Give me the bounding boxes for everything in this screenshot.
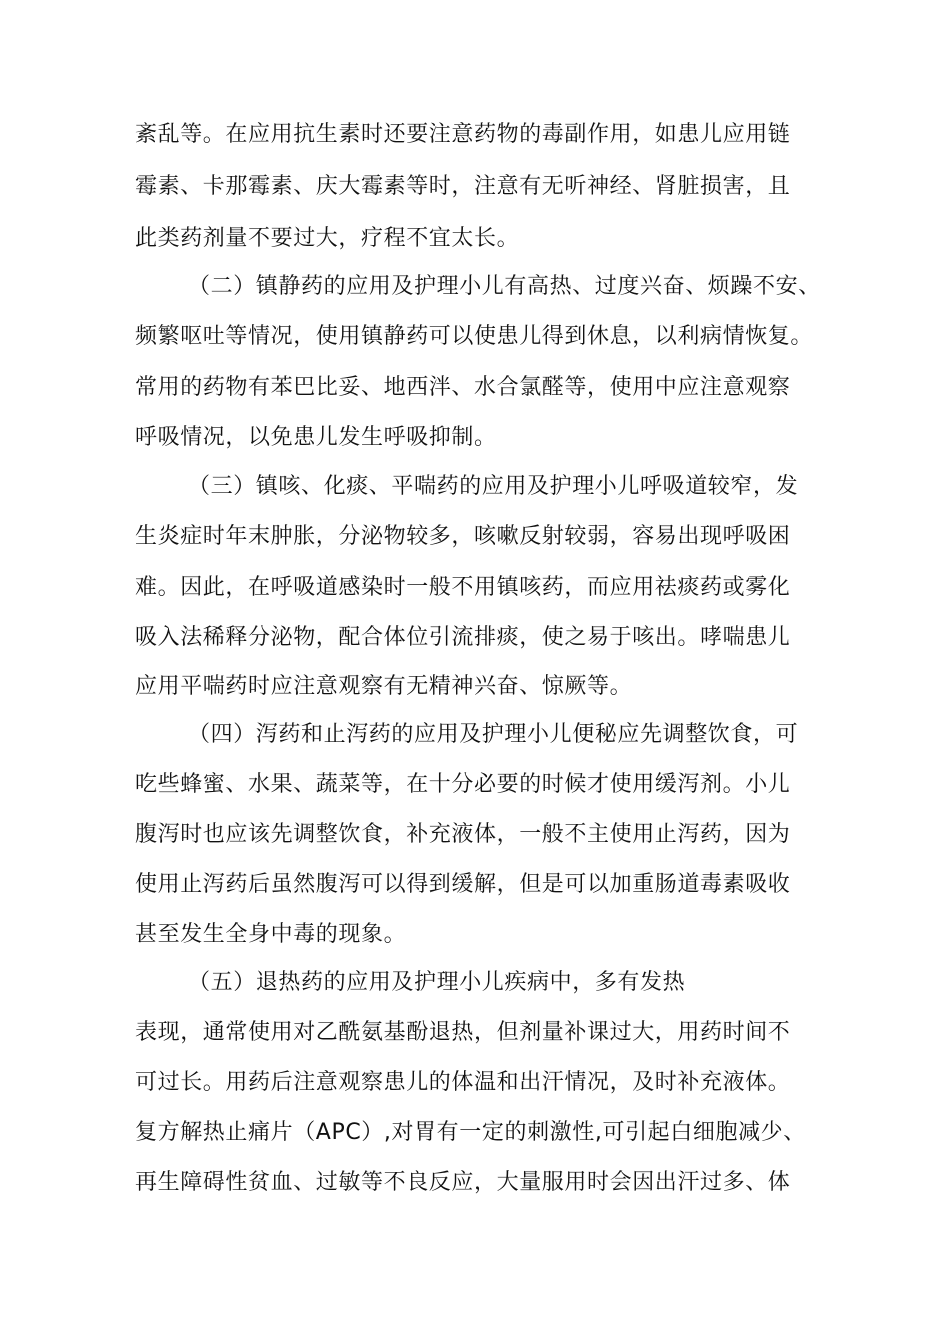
- text-line: 此类药剂量不要过大，疗程不宜太长。: [135, 226, 520, 251]
- text-line: 呼吸情况，以免患儿发生呼吸抑制。: [135, 425, 497, 450]
- section-heading-line: （三）镇咳、化痰、平喘药的应用及护理小儿呼吸道较窄，发: [188, 474, 799, 499]
- text-line: 频繁呕吐等情况，使用镇静药可以使患儿得到休息，以利病情恢复。: [135, 324, 814, 349]
- text-line: 复方解热止痛片（APC）,对胃有一定的刺激性,可引起白细胞减少、: [135, 1120, 806, 1145]
- text-line: 吸入法稀释分泌物，配合体位引流排痰，使之易于咳出。哮喘患儿: [135, 625, 791, 650]
- text-line: 紊乱等。在应用抗生素时还要注意药物的毒副作用，如患儿应用链: [135, 122, 791, 147]
- text-line: 难。因此，在呼吸道感染时一般不用镇咳药，而应用祛痰药或雾化: [135, 575, 791, 600]
- text-line: 霉素、卡那霉素、庆大霉素等时，注意有无听神经、肾脏损害，且: [135, 174, 791, 199]
- text-line: 可过长。用药后注意观察患儿的体温和出汗情况，及时补充液体。: [135, 1070, 791, 1095]
- section-heading-line: （五）退热药的应用及护理小儿疾病中，多有发热: [188, 970, 686, 995]
- text-line: 应用平喘药时应注意观察有无精神兴奋、惊厥等。: [135, 674, 633, 699]
- text-line: 吃些蜂蜜、水果、蔬菜等，在十分必要的时候才使用缓泻剂。小儿: [135, 772, 791, 797]
- text-line: 腹泻时也应该先调整饮食，补充液体，一般不主使用止泻药，因为: [135, 822, 791, 847]
- text-line: 常用的药物有苯巴比妥、地西泮、水合氯醛等，使用中应注意观察: [135, 375, 791, 400]
- text-line: 表现，通常使用对乙酰氨基酚退热，但剂量补课过大，用药时间不: [135, 1020, 791, 1045]
- text-line: 使用止泻药后虽然腹泻可以得到缓解，但是可以加重肠道毒素吸收: [135, 872, 791, 897]
- text-line: 生炎症时年末肿胀，分泌物较多，咳嗽反射较弱，容易出现呼吸困: [135, 524, 791, 549]
- text-line: 再生障碍性贫血、过敏等不良反应，大量服用时会因出汗过多、体: [135, 1170, 791, 1195]
- section-heading-line: （二）镇静药的应用及护理小儿有高热、过度兴奋、烦躁不安、: [188, 274, 821, 299]
- text-line: 甚至发生全身中毒的现象。: [135, 922, 407, 947]
- section-heading-line: （四）泻药和止泻药的应用及护理小儿便秘应先调整饮食，可: [188, 722, 799, 747]
